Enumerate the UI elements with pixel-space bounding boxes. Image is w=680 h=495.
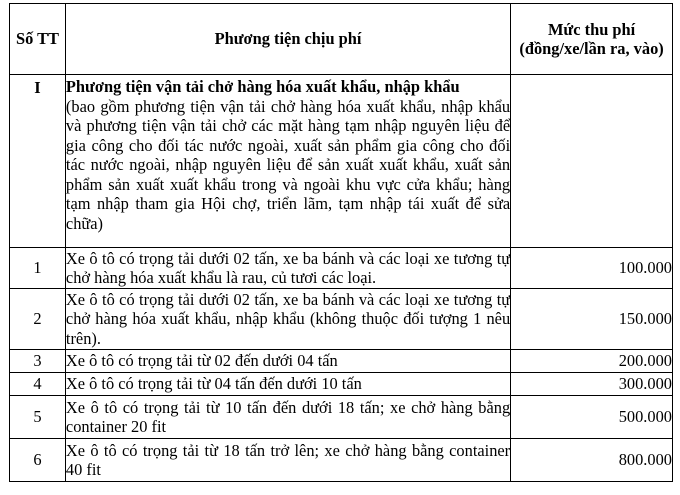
table-row: [10, 350, 673, 373]
row-fee: 200.000: [511, 350, 673, 373]
section-row: [10, 75, 673, 248]
table-row: [10, 439, 673, 482]
row-description: Xe ô tô có trọng tải dưới 02 tấn, xe ba bánh và các loại xe tương tự chở hàng hóa xuất khẩu là rau, củ tươi các loại.: [65, 248, 511, 287]
row-stt: 5: [10, 396, 66, 439]
table-row: [10, 373, 673, 396]
header-stt: Số TT: [10, 4, 66, 75]
fee-table: [9, 3, 673, 482]
section-title: Phương tiện vận tải chở hàng hóa xuất khẩu, nhập khẩu: [65, 77, 460, 96]
table-row: [10, 289, 673, 350]
row-fee: 100.000: [511, 248, 673, 289]
row-fee: 800.000: [511, 439, 673, 482]
row-stt: 2: [10, 289, 66, 350]
row-description: Xe ô tô có trọng tải từ 10 tấn đến dưới 18 tấn; xe chở hàng bằng container 20 fit: [65, 396, 510, 439]
table-row: [10, 396, 673, 439]
row-fee: 150.000: [511, 289, 673, 350]
row-fee: 500.000: [511, 396, 673, 439]
header-vehicle: Phương tiện chịu phí: [65, 4, 510, 75]
row-description: Xe ô tô có trọng tải từ 04 tấn đến dưới 10 tấn: [65, 373, 510, 396]
row-fee: 300.000: [511, 373, 673, 396]
table-header-row: [10, 4, 673, 75]
row-stt: 6: [10, 439, 66, 482]
section-fee-empty: [511, 75, 673, 248]
row-description: Xe ô tô có trọng tải từ 02 đến dưới 04 tấn: [65, 350, 510, 373]
row-stt: 4: [10, 373, 66, 396]
section-note: (bao gồm phương tiện vận tải chở hàng hóa xuất khẩu, nhập khẩu và phương tiện vận tải chở các mặt hàng tạm nhập nguyên liệu để gia công cho đối tác nước ngoài, xuất sản phẩm gia công cho đối tác nước ngoài, nhập nguyên liệu để sản xuất xuất khẩu, xuất sản phẩm sản xuất xuất khẩu trong và ngoài khu vực cửa khẩu; hàng tạm nhập tham gia Hội chợ, triển lãm, tạm nhập tái xuất để sửa chữa): [65, 96, 511, 233]
row-stt: 3: [10, 350, 66, 373]
row-description: Xe ô tô có trọng tải dưới 02 tấn, xe ba bánh và các loại xe tương tự chở hàng hóa xuất khẩu, nhập khẩu (không thuộc đối tượng 1 nêu trên).: [65, 289, 511, 348]
row-description: Xe ô tô có trọng tải từ 18 tấn trở lên; xe chở hàng bằng container 40 fit: [65, 439, 510, 482]
header-fee: Mức thu phí (đồng/xe/lần ra, vào): [511, 4, 673, 75]
section-description: [65, 75, 510, 248]
table-row: [10, 248, 673, 289]
row-stt: 1: [10, 248, 66, 289]
section-number: I: [10, 75, 66, 248]
